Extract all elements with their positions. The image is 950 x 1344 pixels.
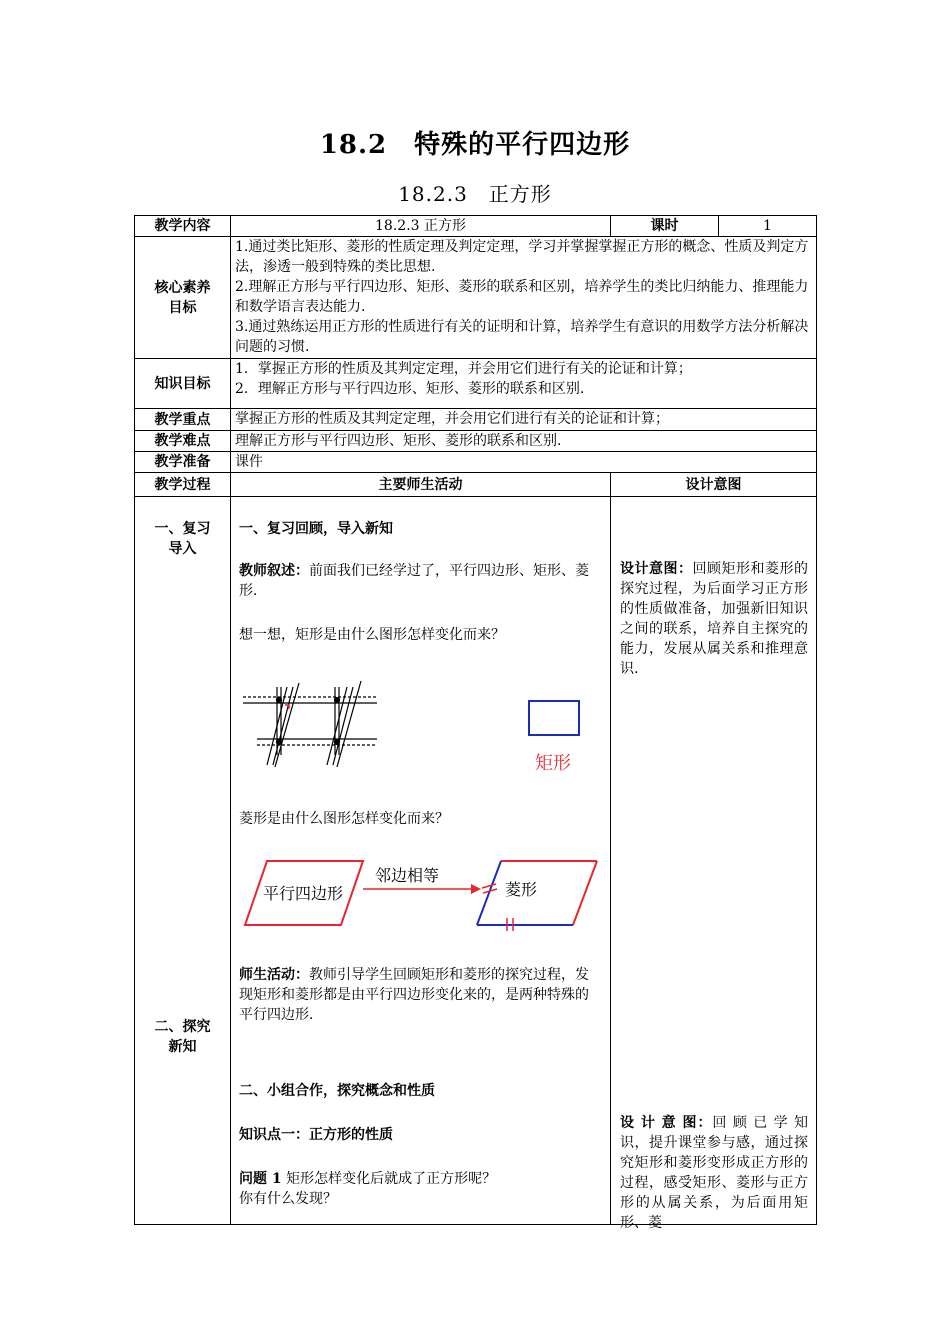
intent-2: 设 计 意 图：回 顾 已 学 知 识，提升课堂参与感，通过探究矩形和菱形变形成正方形的过程，感受矩形、菱形与正方形的从属关系，为后面用矩形、菱: [620, 1115, 809, 1231]
knowledge-goal-item: 2．理解正方形与平行四边形、矩形、菱形的联系和区别.: [235, 381, 585, 397]
section2-title: 二、小组合作，探究概念和性质: [239, 1083, 435, 1099]
document-title: 18.2 特殊的平行四边形: [319, 130, 631, 160]
knowledge-goal-label: 知识目标: [135, 359, 231, 409]
arrow-label: 邻边相等: [375, 866, 440, 885]
activity-header: 主要师生活动: [231, 473, 611, 497]
core-goal-item: 1.通过类比矩形、菱形的性质定理及判定定理，学习并掌握掌握正方形的概念、性质及判定方法，渗透一般到特殊的类比思想.: [235, 239, 809, 275]
difficult-point-value: 理解正方形与平行四边形、矩形、菱形的联系和区别.: [231, 431, 817, 452]
rhombus-figure: [239, 855, 609, 933]
hours-value: 1: [719, 216, 817, 237]
stage-explore: 二、探究 新知: [154, 1019, 211, 1055]
knowledge-goal-content: [231, 359, 817, 409]
key-point-label: 教学重点: [135, 409, 231, 431]
key-point-value: 掌握正方形的性质及其判定定理，并会用它们进行有关的论证和计算；: [231, 409, 817, 431]
hours-label: 课时: [611, 216, 719, 237]
intent-1: 设计意图：回顾矩形和菱形的探究过程，为后面学习正方形的性质做准备，加强新旧知识之间的联系，培养自主探究的能力，发展从属关系和推理意识.: [620, 561, 809, 677]
arrow-head-icon: [471, 884, 481, 894]
knowledge-point-title: 知识点一：正方形的性质: [239, 1127, 393, 1143]
problem-1: 问题 1 矩形怎样变化后就成了正方形呢？ 你有什么发现？: [239, 1171, 497, 1207]
parallelogram-frame-icon: [243, 681, 377, 767]
rectangle-shape-icon: [529, 701, 579, 735]
core-goal-item: 3.通过熟练运用正方形的性质进行有关的证明和计算，培养学生有意识的用数学方法分析解决问题的习惯.: [235, 319, 809, 355]
process-header: 教学过程: [135, 473, 231, 497]
core-goal-item: 2.理解正方形与平行四边形、矩形、菱形的联系和区别，培养学生的类比归纳能力、推理能力和数学语言表达能力.: [235, 279, 809, 315]
core-goal-content: [231, 237, 817, 359]
content-value: 18.2.3 正方形: [231, 216, 611, 237]
question-rectangle: 想一想，矩形是由什么图形怎样变化而来？: [239, 627, 505, 643]
preparation-label: 教学准备: [135, 452, 231, 473]
rhombus-label: 菱形: [505, 880, 538, 899]
teacher-narration: 教师叙述：前面我们已经学过了，平行四边形、矩形、菱形.: [239, 563, 589, 599]
preparation-value: 课件: [231, 452, 817, 473]
intent-header: 设计意图: [611, 473, 817, 497]
difficult-point-label: 教学难点: [135, 431, 231, 452]
question-rhombus: 菱形是由什么图形怎样变化而来？: [239, 811, 449, 827]
content-label: 教学内容: [135, 216, 231, 237]
activity-column: [231, 497, 611, 1225]
parallelogram-label: 平行四边形: [263, 884, 344, 903]
stage-review: 一、复习 导入: [154, 521, 211, 557]
knowledge-goal-item: 1．掌握正方形的性质及其判定定理，并会用它们进行有关的论证和计算；: [235, 361, 692, 377]
intent-column: [611, 497, 817, 1231]
core-goal-label: 核心素养 目标: [135, 237, 231, 359]
stage-column: [135, 497, 231, 1225]
rectangle-figure: [237, 669, 597, 779]
teacher-student-activity: 师生活动：教师引导学生回顾矩形和菱形的探究过程，发现矩形和菱形都是由平行四边形变化来的，是两种特殊的平行四边形.: [239, 967, 589, 1023]
lesson-plan-table: [134, 215, 817, 1231]
rectangle-label: 矩形: [535, 753, 571, 774]
section1-title: 一、复习回顾，导入新知: [239, 521, 393, 537]
document-subtitle: 18.2.3 正方形: [398, 182, 552, 206]
